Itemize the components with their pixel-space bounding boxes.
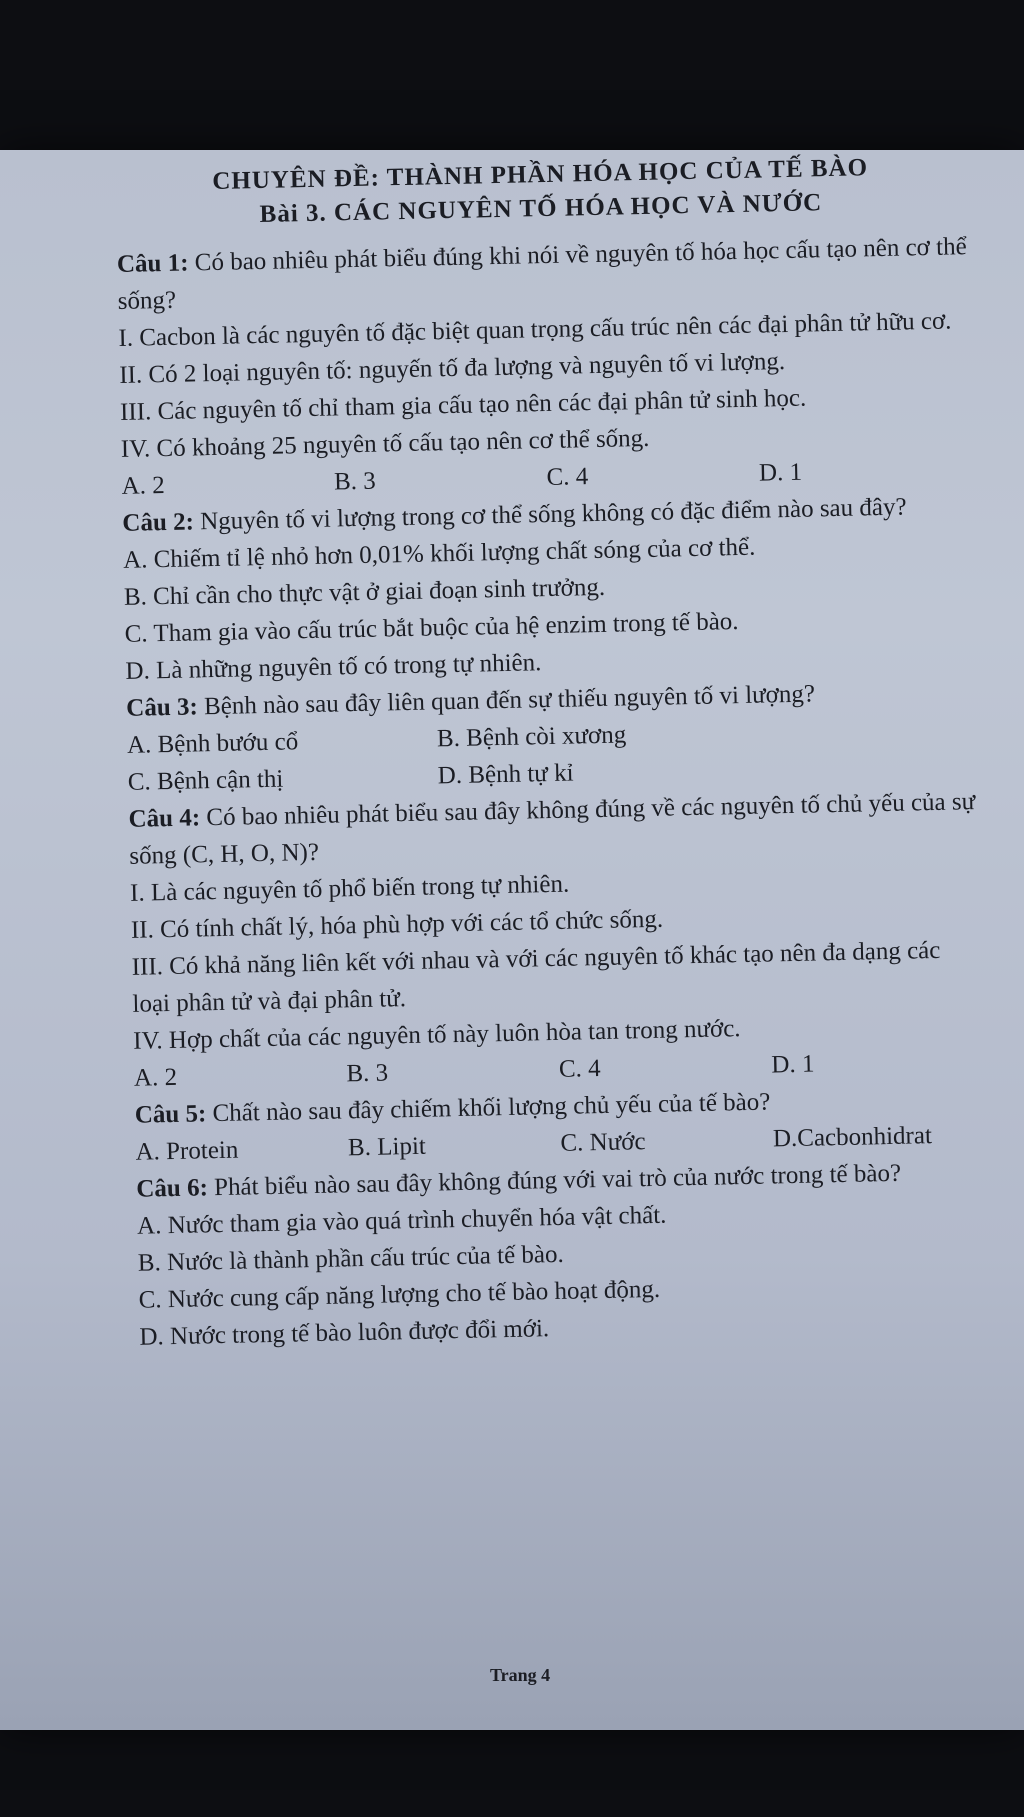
option-a: A. Bệnh bướu cổ [126, 728, 299, 759]
option-b: B. Nước là thành phần cấu trúc của tế bào. [137, 1240, 565, 1277]
statement: II. Có tính chất lý, hóa phù hợp với các tổ chức sống. [130, 905, 664, 944]
option-d: D. Nước trong tế bào luôn được đổi mới. [139, 1315, 550, 1351]
lesson-heading: Bài 3. CÁC NGUYÊN TỐ HÓA HỌC VÀ NƯỚC [259, 189, 823, 228]
topic-heading: CHUYÊN ĐỀ: THÀNH PHẦN HÓA HỌC CỦA TẾ BÀO [212, 154, 869, 195]
option-b: B. Chỉ cần cho thực vật ở giai đoạn sinh trưởng. [123, 573, 606, 611]
option-d: D. 1 [758, 458, 803, 487]
option-c: C. 4 [558, 1055, 601, 1083]
option-b: B. Bệnh còi xương [436, 721, 627, 753]
statement: I. Là các nguyên tố phổ biến trong tự nhiên. [129, 870, 570, 907]
question-label: Câu 6: [136, 1174, 209, 1203]
statement: IV. Có khoảng 25 nguyên tố cấu tạo nên cơ thể sống. [120, 424, 650, 463]
statement: II. Có 2 loại nguyên tố: nguyến tố đa lượng và nguyên tố vi lượng. [119, 348, 786, 389]
option-b: B. 3 [333, 467, 377, 496]
question-label: Câu 1: [116, 249, 189, 278]
option-a: A. Protein [135, 1136, 239, 1166]
question-text: Có bao nhiêu phát biểu sau đây không đúng về các nguyên tố chủ yếu của sự sống (C, H, O, N)? [129, 788, 976, 870]
option-d: D. 1 [771, 1050, 815, 1079]
question-text: Nguyên tố vi lượng trong cơ thể sống không có đặc điểm nào sau đây? [199, 493, 907, 536]
option-c: C. Nước [560, 1128, 646, 1157]
statement: I. Cacbon là các nguyên tố đặc biệt quan trọng cấu trúc nên các đại phân tử hữu cơ. [118, 307, 952, 352]
option-a: A. 2 [121, 472, 165, 500]
worksheet-content [115, 152, 990, 1356]
question-label: Câu 2: [122, 508, 195, 537]
page-number: Trang 4 [490, 1665, 551, 1685]
question-text: Chất nào sau đây chiếm khối lượng chủ yếu của tế bào? [212, 1088, 771, 1128]
paper-sheet [0, 150, 1024, 1730]
question-text: Có bao nhiêu phát biểu đúng khi nói về nguyên tố hóa học cấu tạo nên cơ thể sống? [117, 233, 967, 315]
option-c: C. Nước cung cấp năng lượng cho tế bào hoạt động. [138, 1275, 661, 1314]
option-a: A. 2 [133, 1063, 178, 1092]
statement: III. Các nguyên tố chỉ tham gia cấu tạo nên các đại phân tử sinh học. [119, 384, 807, 426]
option-b: B. 3 [346, 1059, 389, 1088]
question-label: Câu 3: [125, 693, 199, 722]
question-label: Câu 4: [128, 804, 201, 833]
option-d: D.Cacbonhidrat [772, 1122, 933, 1153]
option-c: C. Tham gia vào cấu trúc bắt buộc của hệ enzim trong tế bào. [124, 608, 739, 648]
question-text: Bệnh nào sau đây liên quan đến sự thiếu nguyên tố vi lượng? [203, 680, 816, 721]
option-a: A. Chiếm tỉ lệ nhỏ hơn 0,01% khối lượng chất sóng của cơ thể. [122, 533, 756, 574]
statement: III. Có khả năng liên kết với nhau và với các nguyên tố khác tạo nên đa dạng các loại phân tử và đại phân tử. [131, 936, 941, 1018]
question-label: Câu 5: [134, 1100, 207, 1129]
option-c: C. Bệnh cận thị [127, 765, 284, 796]
option-b: B. Lipit [347, 1132, 427, 1162]
option-d: D. Là những nguyên tố có trong tự nhiên. [125, 649, 542, 685]
option-c: C. 4 [546, 463, 589, 492]
statement: IV. Hợp chất của các nguyên tố này luôn hòa tan trong nước. [132, 1015, 741, 1055]
option-a: A. Nước tham gia vào quá trình chuyển hóa vật chất. [136, 1201, 667, 1240]
question-text: Phát biểu nào sau đây không đúng với vai trò của nước trong tế bào? [213, 1159, 902, 1202]
option-d: D. Bệnh tự kỉ [437, 759, 574, 790]
